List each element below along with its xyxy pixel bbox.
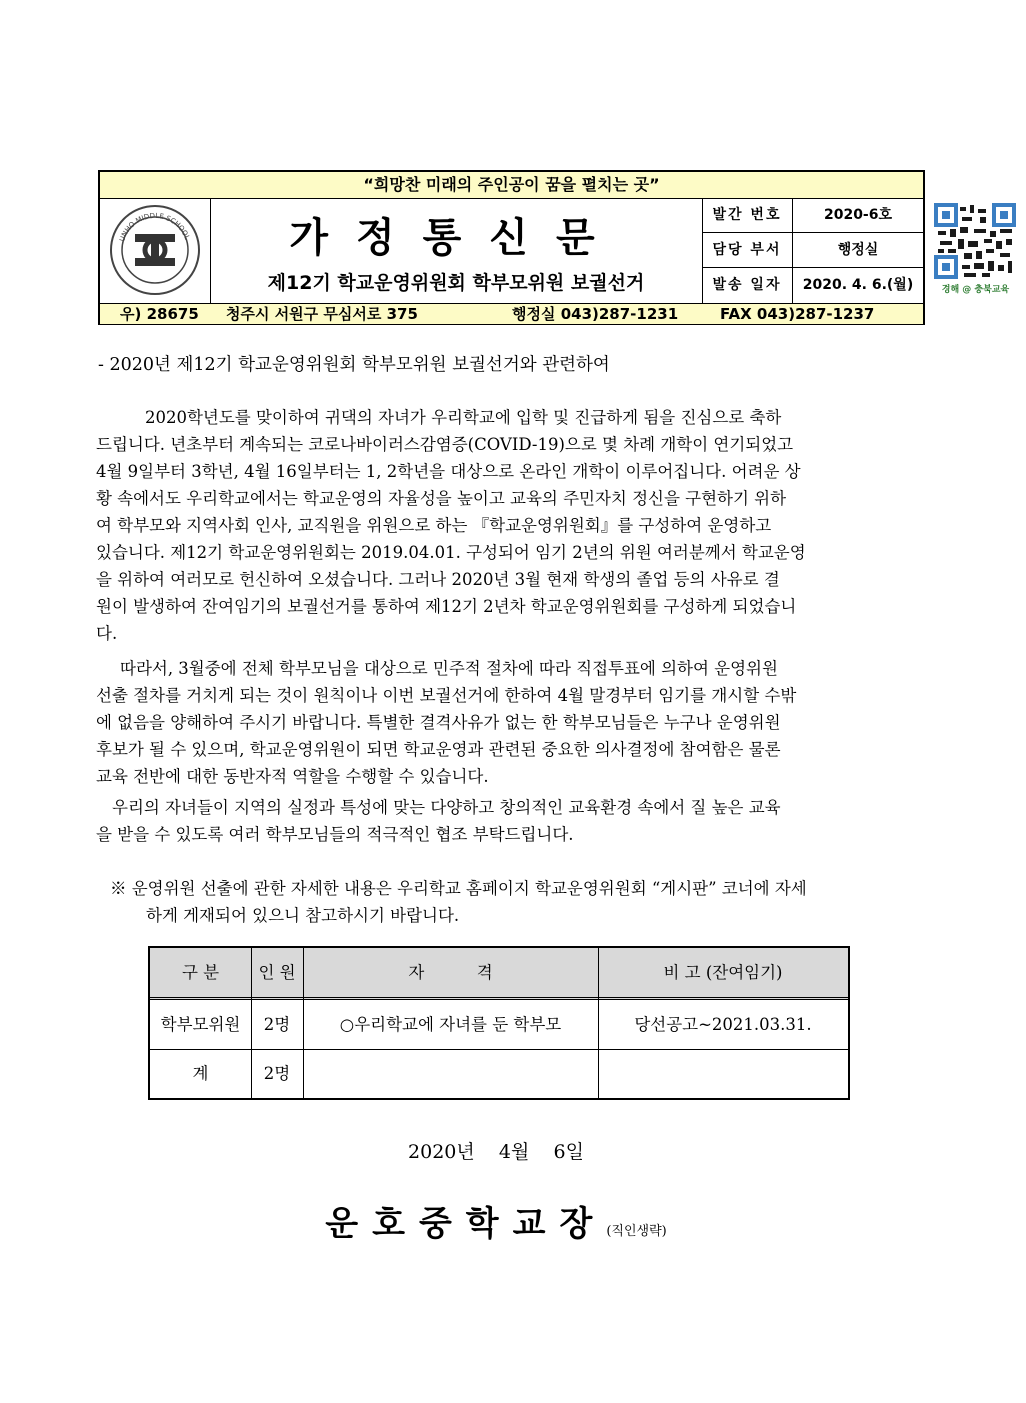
issue-meta (702, 198, 924, 303)
qr-code-cell (924, 198, 1026, 303)
seal-note: (직인생략) (606, 1224, 667, 1239)
letter-heading: - 2020년 제12기 학교운영위원회 학부모위원 보궐선거와 관련하여 (98, 355, 610, 375)
meta-row-issue-number: 발간 번호 2020-6호 (702, 198, 924, 233)
table-header-qualification: 자 격 (408, 963, 493, 982)
meta-row-send-date: 발송 일자 2020. 4. 6.(월) (702, 268, 924, 303)
table-header-count: 인 원 (258, 963, 296, 982)
table-header-category: 구 분 (181, 963, 220, 982)
address-street: 청주시 서원구 무심서로 375 (226, 305, 418, 323)
address-fax: FAX 043)287-1237 (720, 305, 875, 323)
candidate-table: 구 분 인 원 자 격 비 고 (잔여임기) 학부모위원 2명 ○우리학교에 자녀를 둔 학부모 당선공고~2021.03.31. 계 2명 (148, 946, 850, 1100)
qr-code-icon (934, 203, 1016, 279)
address-zip: 우) 28675 (120, 305, 199, 323)
issue-date: 2020년 4월 6일 (408, 1141, 584, 1163)
school-logo-cell (100, 198, 211, 303)
school-address-bar (100, 303, 923, 324)
meta-row-department: 담당 부서 행정실 (702, 233, 924, 268)
title-cell (210, 198, 703, 303)
table-header-remark: 비 고 (잔여임기) (663, 963, 783, 982)
qr-caption: 경해 @ 충북교육 (941, 285, 1010, 295)
signer-name: 운호중학교장 (325, 1204, 607, 1244)
emblem-text: UNHO MIDDLE SCHOOL (118, 211, 192, 243)
page-subtitle: 제12기 학교운영위원회 학부모위원 보궐선거 (267, 272, 645, 294)
page-title: 가정통신문 (289, 214, 623, 261)
newsletter-header (98, 170, 1010, 325)
principal-signature (0, 1196, 992, 1245)
address-office-phone: 행정실 043)287-1231 (512, 305, 679, 323)
school-slogan: “희망찬 미래의 주인공이 꿈을 펼치는 곳” (100, 172, 923, 199)
school-emblem-icon (109, 204, 201, 296)
